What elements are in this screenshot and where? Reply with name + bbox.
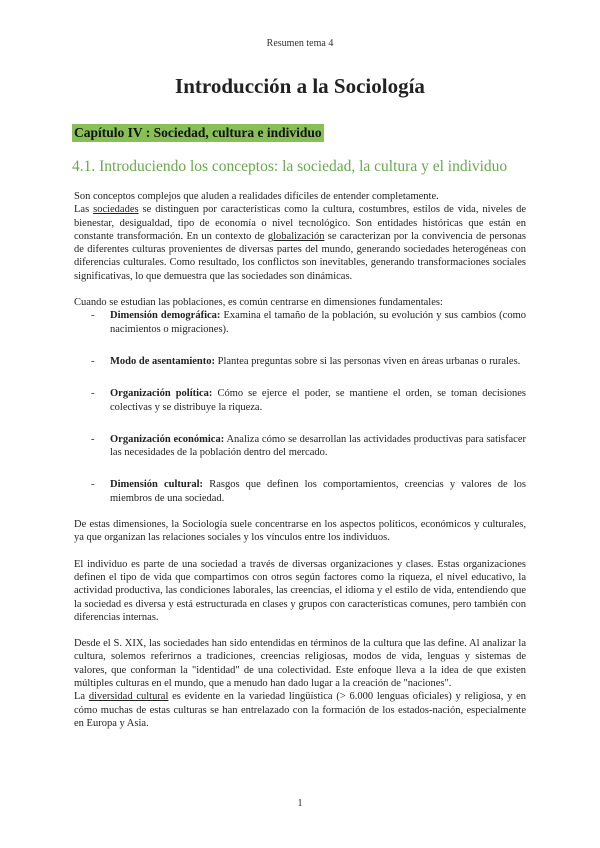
diversity-paragraph [74,690,526,730]
bullet-dash: - [91,310,95,322]
document-body [74,190,526,730]
dimension-text: Analiza cómo se desarrollan las actividades productivas para satisfacer las necesidades de la población dentro del mercado. [110,433,526,459]
dimension-text: Cómo se ejerce el poder, se mantiene el orden, se toman decisiones colectivas y se distribuye la riqueza. [110,388,526,413]
intro-text: Las [74,204,94,216]
intro-line: Son conceptos complejos que aluden a realidades difíciles de entender completamente. [74,191,439,202]
bullet-dash: - [91,433,95,445]
term-diversidad-cultural: diversidad cultural [88,691,169,703]
culture-paragraph: Desde el S. XIX, las sociedades han sido entendidas en términos de la cultura que las define. Al analizar la cultura, solemos referirnos a tradiciones, creencias religiosas, modos de vida, lenguas y sistemas de valores, que conforman la "identidad" de una colectividad. Este enfoque lleva a la idea de que existen múltiples culturas en el mundo, que a menudo han dado lugar a la creación de "naciones". [74,638,526,690]
list-item [74,355,526,368]
intro-paragraph [74,190,526,283]
section-heading: 4.1. Introduciendo los conceptos: la sociedad, la cultura y el individuo [72,158,508,175]
term-globalizacion: globalización [267,230,325,242]
bullet-dash: - [91,355,95,367]
diversity-text: es evidente en la variedad lingüística (> 6.000 lenguas oficiales) y religiosa, y en cómo muchas de estas culturas se han entrelazado con la formación de los estados-nación, especialmente en Europa y Asia. [74,691,526,729]
term-sociedades: sociedades [93,204,139,216]
intro-text: se distinguen por características como la cultura, costumbres, estilos de vida, niveles de bienestar, desigualdad, tipo de economía o nivel tecnológico. Son entidades históricas que están en constante transformación. En un contexto de [74,204,526,242]
dimension-text: Rasgos que definen los comportamientos, creencias y valores de los miembros de una sociedad. [110,479,527,504]
list-item [74,478,526,505]
individual-paragraph: El individuo es parte de una sociedad a través de diversas organizaciones y clases. Estas organizaciones definen el tipo de vida que compartimos con otros según factores como la riqueza, el nivel educativo, la actividad productiva, las condiciones laborales, las creencias, el idioma y el estilo de vida, entendiendo que la sociedad es diversa y está estructurada en clases y grupos con características comunes, pero también con diferencias internas. [74,558,526,623]
list-item [74,433,526,460]
dimensions-list [74,309,526,505]
list-item [74,309,526,336]
dimension-term: Organización política: [110,388,213,400]
intro-text: se caracterizan por la convivencia de personas de diferentes culturas provenientes de diversas partes del mundo, generando sociedades heterogéneas con diferencias culturales. Como resultado, los conflictos son inevitables, generando transformaciones sociales significativas, lo que demuestra que las sociedades son dinámicas. [74,230,526,282]
dimension-term: Modo de asentamiento: [110,355,215,367]
running-header: Resumen tema 4 [266,38,334,49]
page-number: 1 [297,797,303,809]
document-title: Introducción a la Sociología [175,74,425,98]
diversity-text: La [74,691,89,703]
sociology-focus-paragraph: De estas dimensiones, la Sociología suele concentrarse en los aspectos políticos, económicos y culturales, ya que organizan las relaciones sociales y los vínculos entre los individuos. [74,519,526,544]
dimension-term: Dimensión cultural: [110,479,204,491]
bullet-dash: - [91,388,95,400]
dimension-term: Organización económica: [110,433,225,445]
dimensions-lead: Cuando se estudian las poblaciones, es común centrarse en dimensiones fundamentales: [74,297,443,309]
chapter-heading: Capítulo IV : Sociedad, cultura e individuo [74,125,322,140]
bullet-dash: - [91,479,95,491]
dimension-text: Plantea preguntas sobre si las personas viven en áreas urbanas o rurales. [215,355,521,367]
dimension-text: Examina el tamaño de la población, su evolución y sus cambios (como nacimientos o migraciones). [110,310,526,335]
list-item [74,387,526,414]
dimension-term: Dimensión demográfica: [110,310,221,322]
